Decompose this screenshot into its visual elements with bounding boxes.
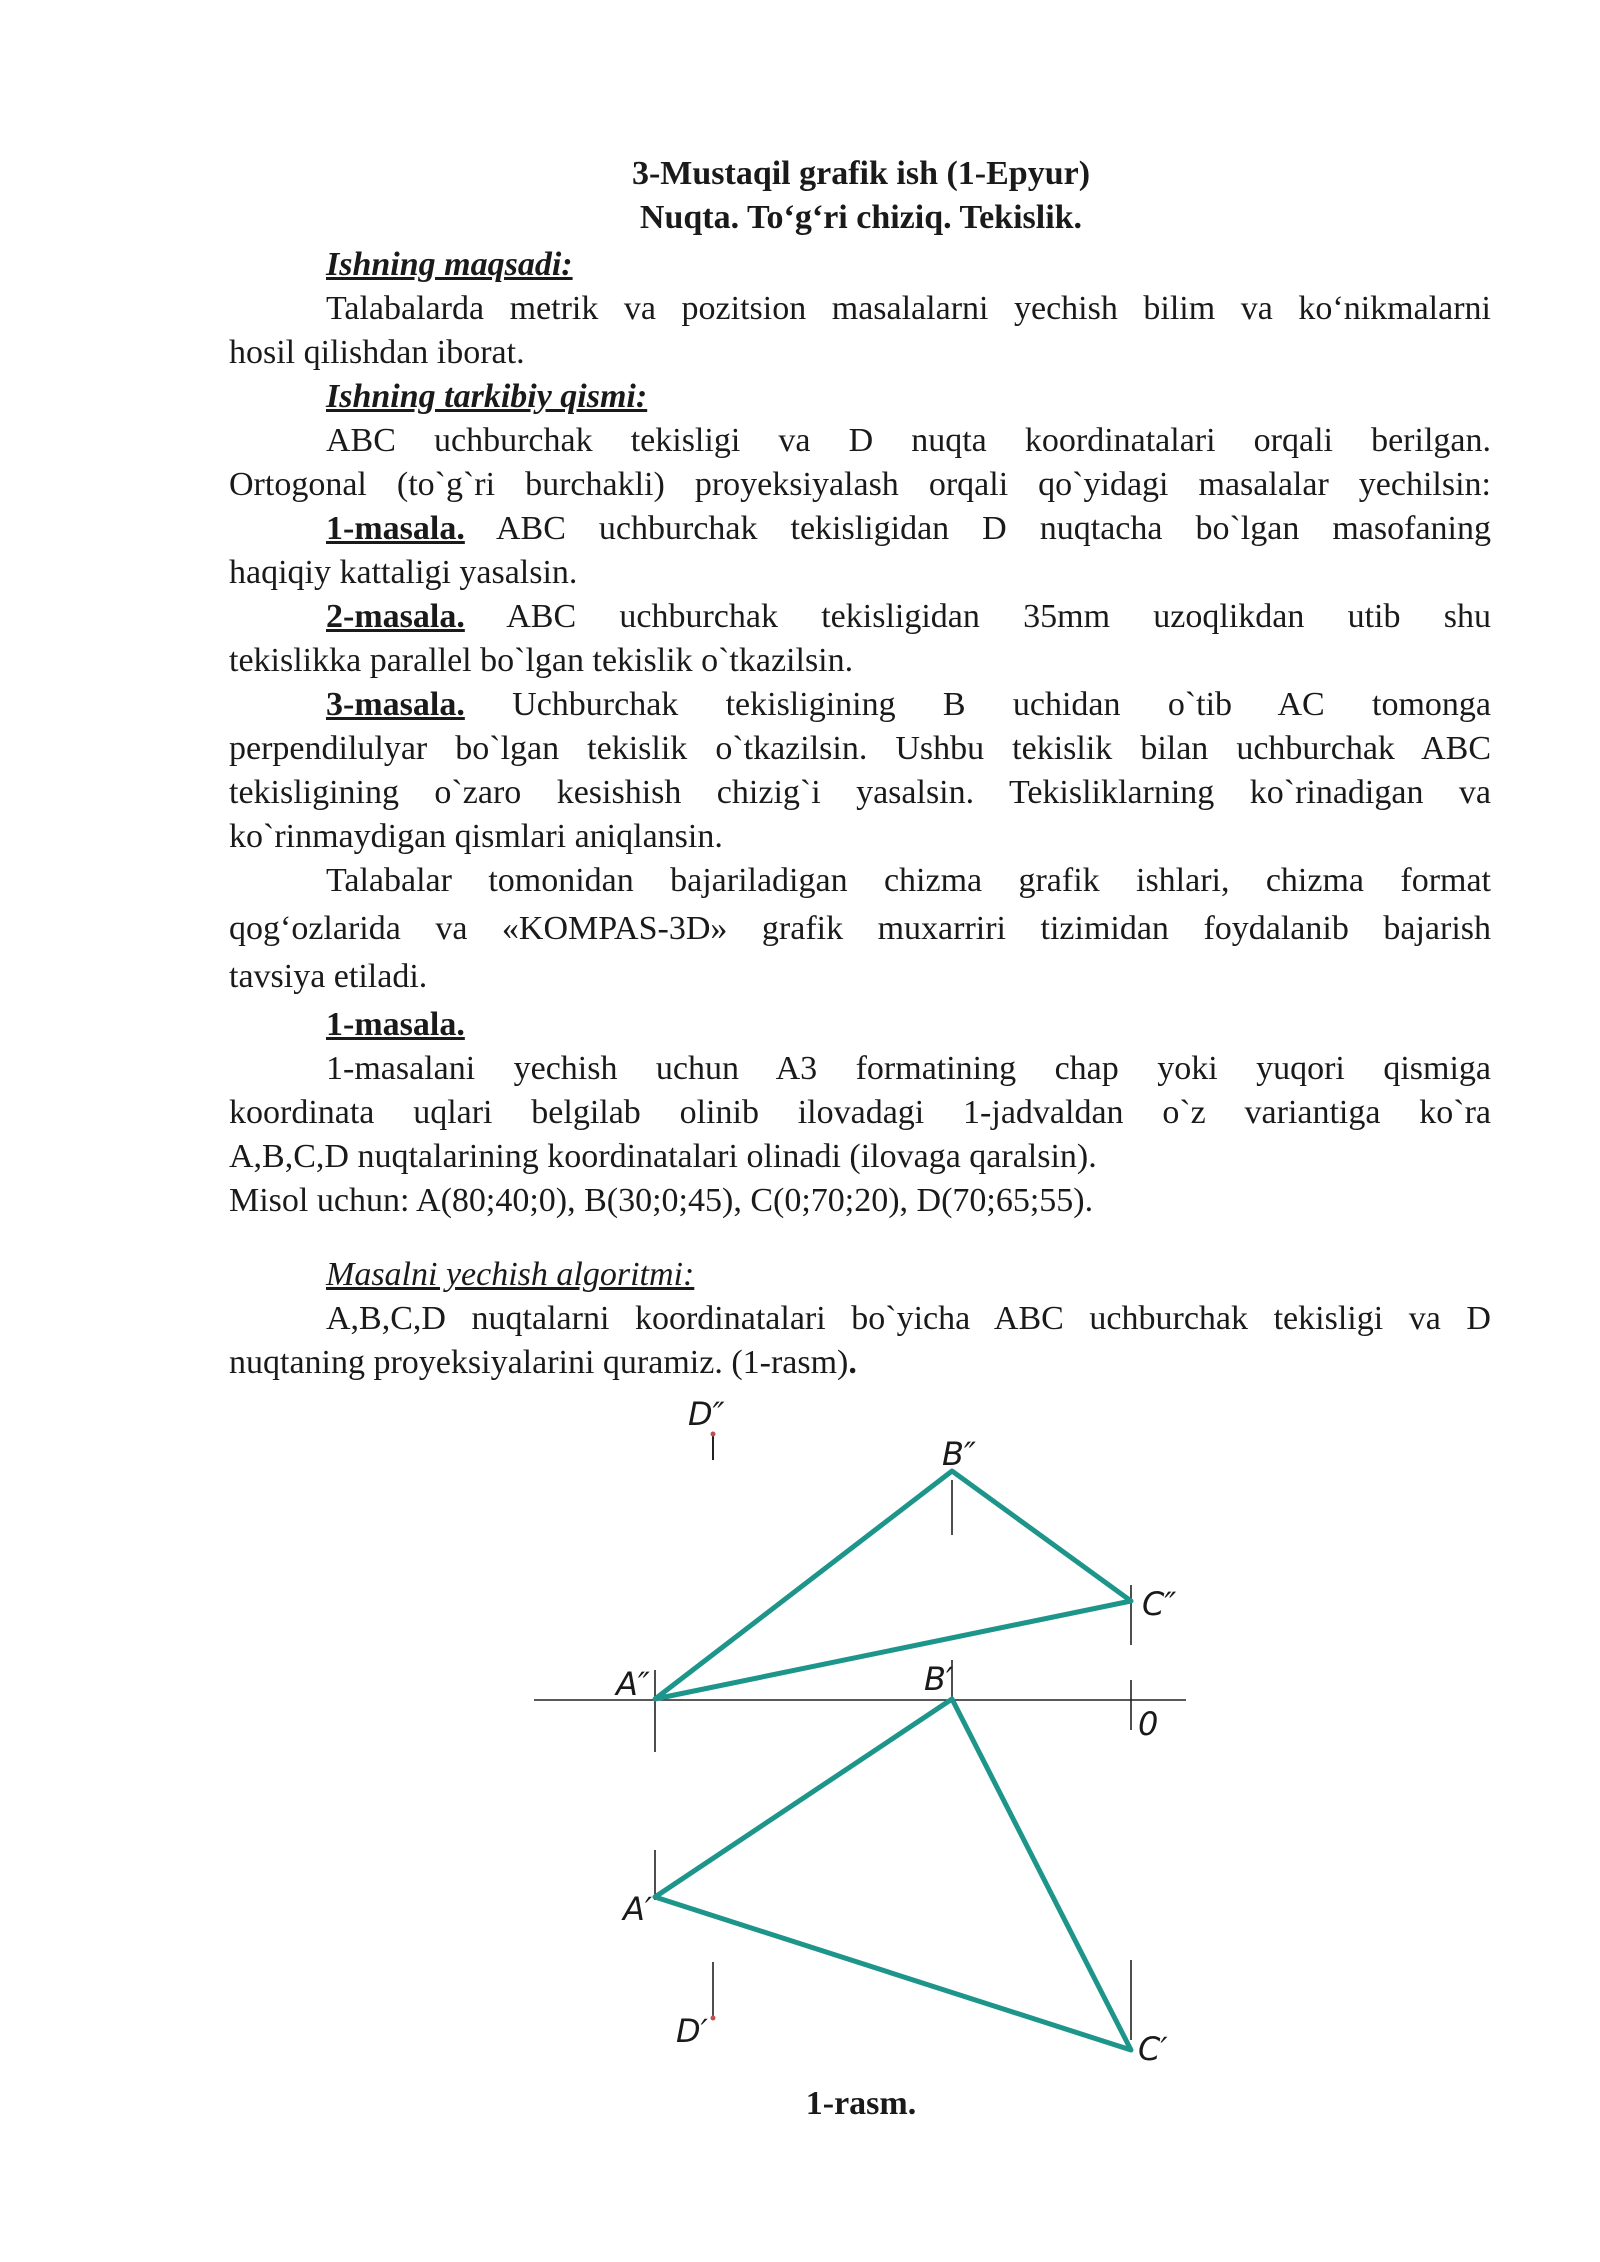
label-c-front: C″ (1142, 1585, 1177, 1623)
triangle-front-projection (655, 1471, 1131, 1699)
content-text-2: Ortogonal (to`g`ri burchakli) proyeksiyalash orqali qo`yidagi masalalar yechilsin: (229, 466, 1491, 503)
task1-section-heading: 1-masala. (326, 1006, 465, 1043)
d-top-point (711, 2016, 716, 2021)
task2-label: 2-masala. (326, 598, 465, 635)
note-text-3: tavsiya etiladi. (229, 958, 428, 995)
goal-text-1: Talabalarda metrik va pozitsion masalalarni yechish bilim va ko‘nikmalarni (326, 290, 1491, 327)
label-a-front: A″ (616, 1665, 650, 1703)
algorithm-text-1: A,B,C,D nuqtalarni koordinatalari bo`yicha ABC uchburchak tekisligi va D (326, 1300, 1491, 1337)
label-b-top: B′ (924, 1660, 954, 1698)
label-zero: 0 (1138, 1705, 1159, 1743)
task2-text-1: ABC uchburchak tekisligidan 35mm uzoqlikdan utib shu (464, 598, 1491, 635)
task3-text-4: ko`rinmaydigan qismlari aniqlansin. (229, 818, 723, 855)
task2-text-2: tekislikka parallel bo`lgan tekislik o`tkazilsin. (229, 642, 854, 679)
goal-heading: Ishning maqsadi: (326, 246, 573, 283)
task1-text-2: haqiqiy kattaligi yasalsin. (229, 554, 578, 591)
note-text-1: Talabalar tomonidan bajariladigan chizma grafik ishlari, chizma format (326, 862, 1491, 899)
note-text-2: qog‘ozlarida va «KOMPAS-3D» grafik muxarriri tizimidan foydalanib bajarish (229, 910, 1491, 947)
algorithm-heading: Masalni yechish algoritmi: (326, 1256, 695, 1293)
triangle-top-projection (655, 1699, 1131, 2050)
content-heading: Ishning tarkibiy qismi: (326, 378, 648, 415)
t1-text-3: A,B,C,D nuqtalarining koordinatalari olinadi (ilovaga qaralsin). (229, 1138, 1097, 1175)
t1-text-4: Misol uchun: A(80;40;0), B(30;0;45), C(0;70;20), D(70;65;55). (229, 1182, 1094, 1219)
label-c-top: C′ (1138, 2030, 1168, 2068)
figure-caption: 1-rasm. (805, 2085, 917, 2122)
task1-text-1: ABC uchburchak tekisligidan D nuqtacha bo`lgan masofaning (464, 510, 1491, 547)
label-d-front: D″ (688, 1395, 725, 1433)
t1-text-2: koordinata uqlari belgilab olinib ilovadagi 1-jadvaldan o`z variantiga ko`ra (229, 1094, 1491, 1131)
task3-label: 3-masala. (326, 686, 465, 723)
algorithm-text-2: nuqtaning proyeksiyalarini quramiz. (1-rasm). (229, 1344, 857, 1381)
task3-text-2: perpendilulyar bo`lgan tekislik o`tkazilsin. Ushbu tekislik bilan uchburchak ABC (229, 730, 1491, 767)
content-text-1: ABC uchburchak tekisligi va D nuqta koordinatalari orqali berilgan. (326, 422, 1491, 459)
task3-text-3: tekisligining o`zaro kesishish chizig`i yasalsin. Tekisliklarning ko`rinadigan va (229, 774, 1491, 811)
t1-text-1: 1-masalani yechish uchun A3 formatining chap yoki yuqori qismiga (326, 1050, 1491, 1087)
label-b-front: B″ (942, 1435, 976, 1473)
label-d-top: D′ (676, 2012, 708, 2050)
task3-text-1: Uchburchak tekisligining B uchidan o`tib AC tomonga (464, 686, 1491, 723)
goal-text-2: hosil qilishdan iborat. (229, 334, 525, 371)
doc-title: 3-Mustaqil grafik ish (1-Epyur) (631, 155, 1091, 192)
task1-label: 1-masala. (326, 510, 465, 547)
doc-subtitle: Nuqta. To‘g‘ri chiziq. Tekislik. (639, 199, 1083, 236)
label-a-top: A′ (623, 1890, 653, 1928)
